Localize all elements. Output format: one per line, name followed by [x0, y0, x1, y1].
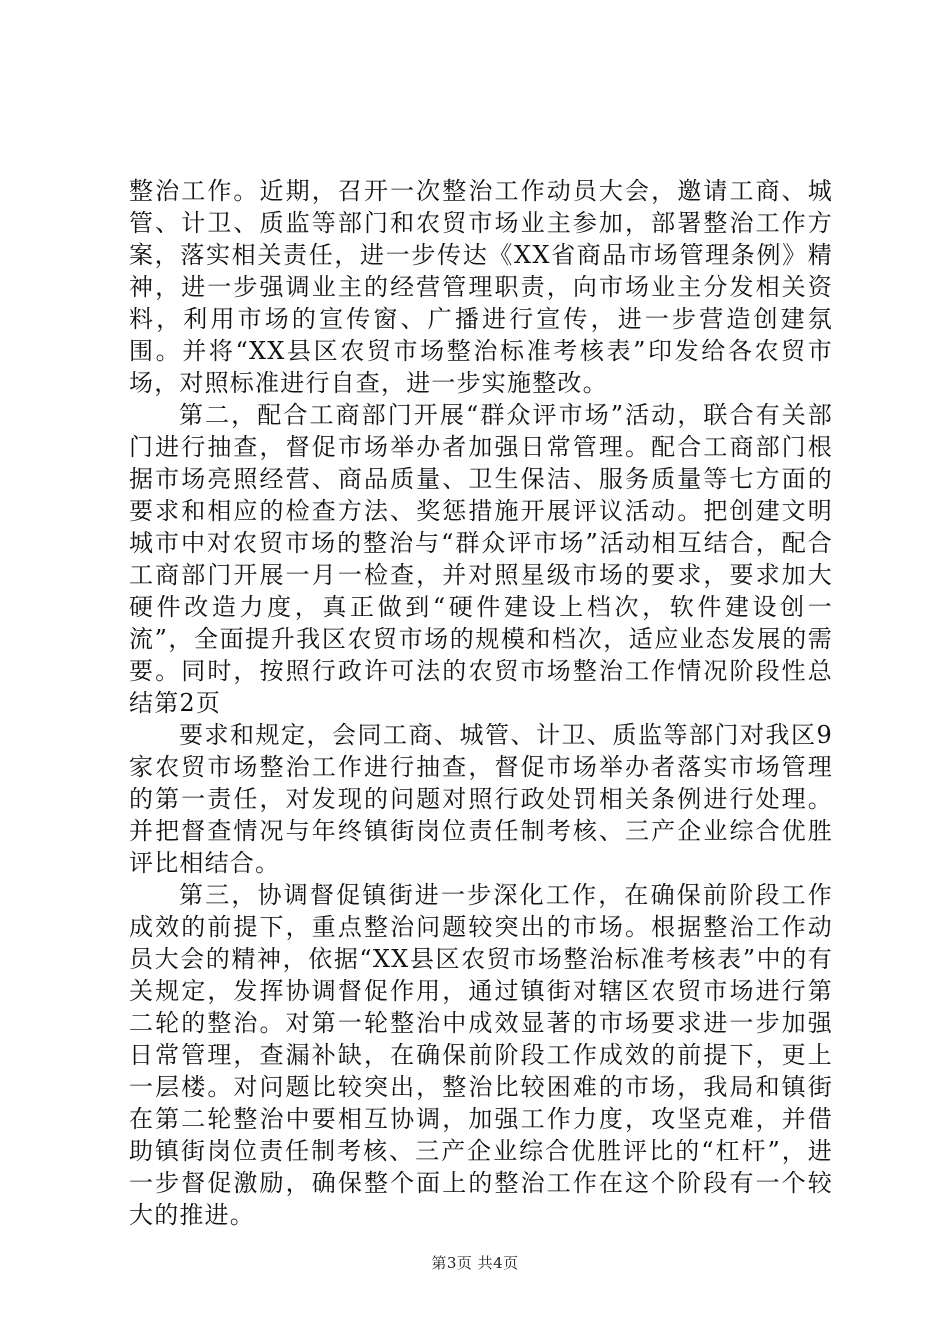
paragraph-1: 整治工作。近期，召开一次整治工作动员大会，邀请工商、城管、计卫、质监等部门和农贸市场业主参加，部署整治工作方案，落实相关责任，进一步传达《XX省商品市场管理条例》精神，进一步强调业主的经营管理职责，向市场业主分发相关资料，利用市场的宣传窗、广播进行宣传，进一步营造创建氛围。并将“XX县区农贸市场整治标准考核表”印发给各农贸市场，对照标准进行自查，进一步实施整改。: [129, 177, 833, 397]
paragraph-4: 第三，协调督促镇街进一步深化工作，在确保前阶段工作成效的前提下，重点整治问题较突出的市场。根据整治工作动员大会的精神，依据“XX县区农贸市场整治标准考核表”中的有关规定，发挥协调督促作用，通过镇街对辖区农贸市场进行第二轮的整治。对第一轮整治中成效显著的市场要求进一步加强日常管理，查漏补缺，在确保前阶段工作成效的前提下，更上一层楼。对问题比较突出，整治比较困难的市场，我局和镇街在第二轮整治中要相互协调，加强工作力度，攻坚克难，并借助镇街岗位责任制考核、三产企业综合优胜评比的“杠杆”，进一步督促激励，确保整个面上的整治工作在这个阶段有一个较大的推进。: [129, 881, 833, 1229]
page-footer: 第3页 共4页: [431, 1254, 519, 1272]
document-body: [129, 175, 833, 1231]
paragraph-2: 第二，配合工商部门开展“群众评市场”活动，联合有关部门进行抽查，督促市场举办者加强日常管理。配合工商部门根据市场亮照经营、商品质量、卫生保洁、服务质量等七方面的要求和相应的检查方法、奖惩措施开展评议活动。把创建文明城市中对农贸市场的整治与“群众评市场”活动相互结合，配合工商部门开展一月一检查，并对照星级市场的要求，要求加大硬件改造力度，真正做到“硬件建设上档次，软件建设创一流”，全面提升我区农贸市场的规模和档次，适应业态发展的需要。同时，按照行政许可法的农贸市场整治工作情况阶段性总结第2页: [129, 401, 833, 717]
paragraph-3: 要求和规定，会同工商、城管、计卫、质监等部门对我区9家农贸市场整治工作进行抽查，督促市场举办者落实市场管理的第一责任，对发现的问题对照行政处罚相关条例进行处理。并把督查情况与年终镇街岗位责任制考核、三产企业综合优胜评比相结合。: [129, 721, 833, 877]
